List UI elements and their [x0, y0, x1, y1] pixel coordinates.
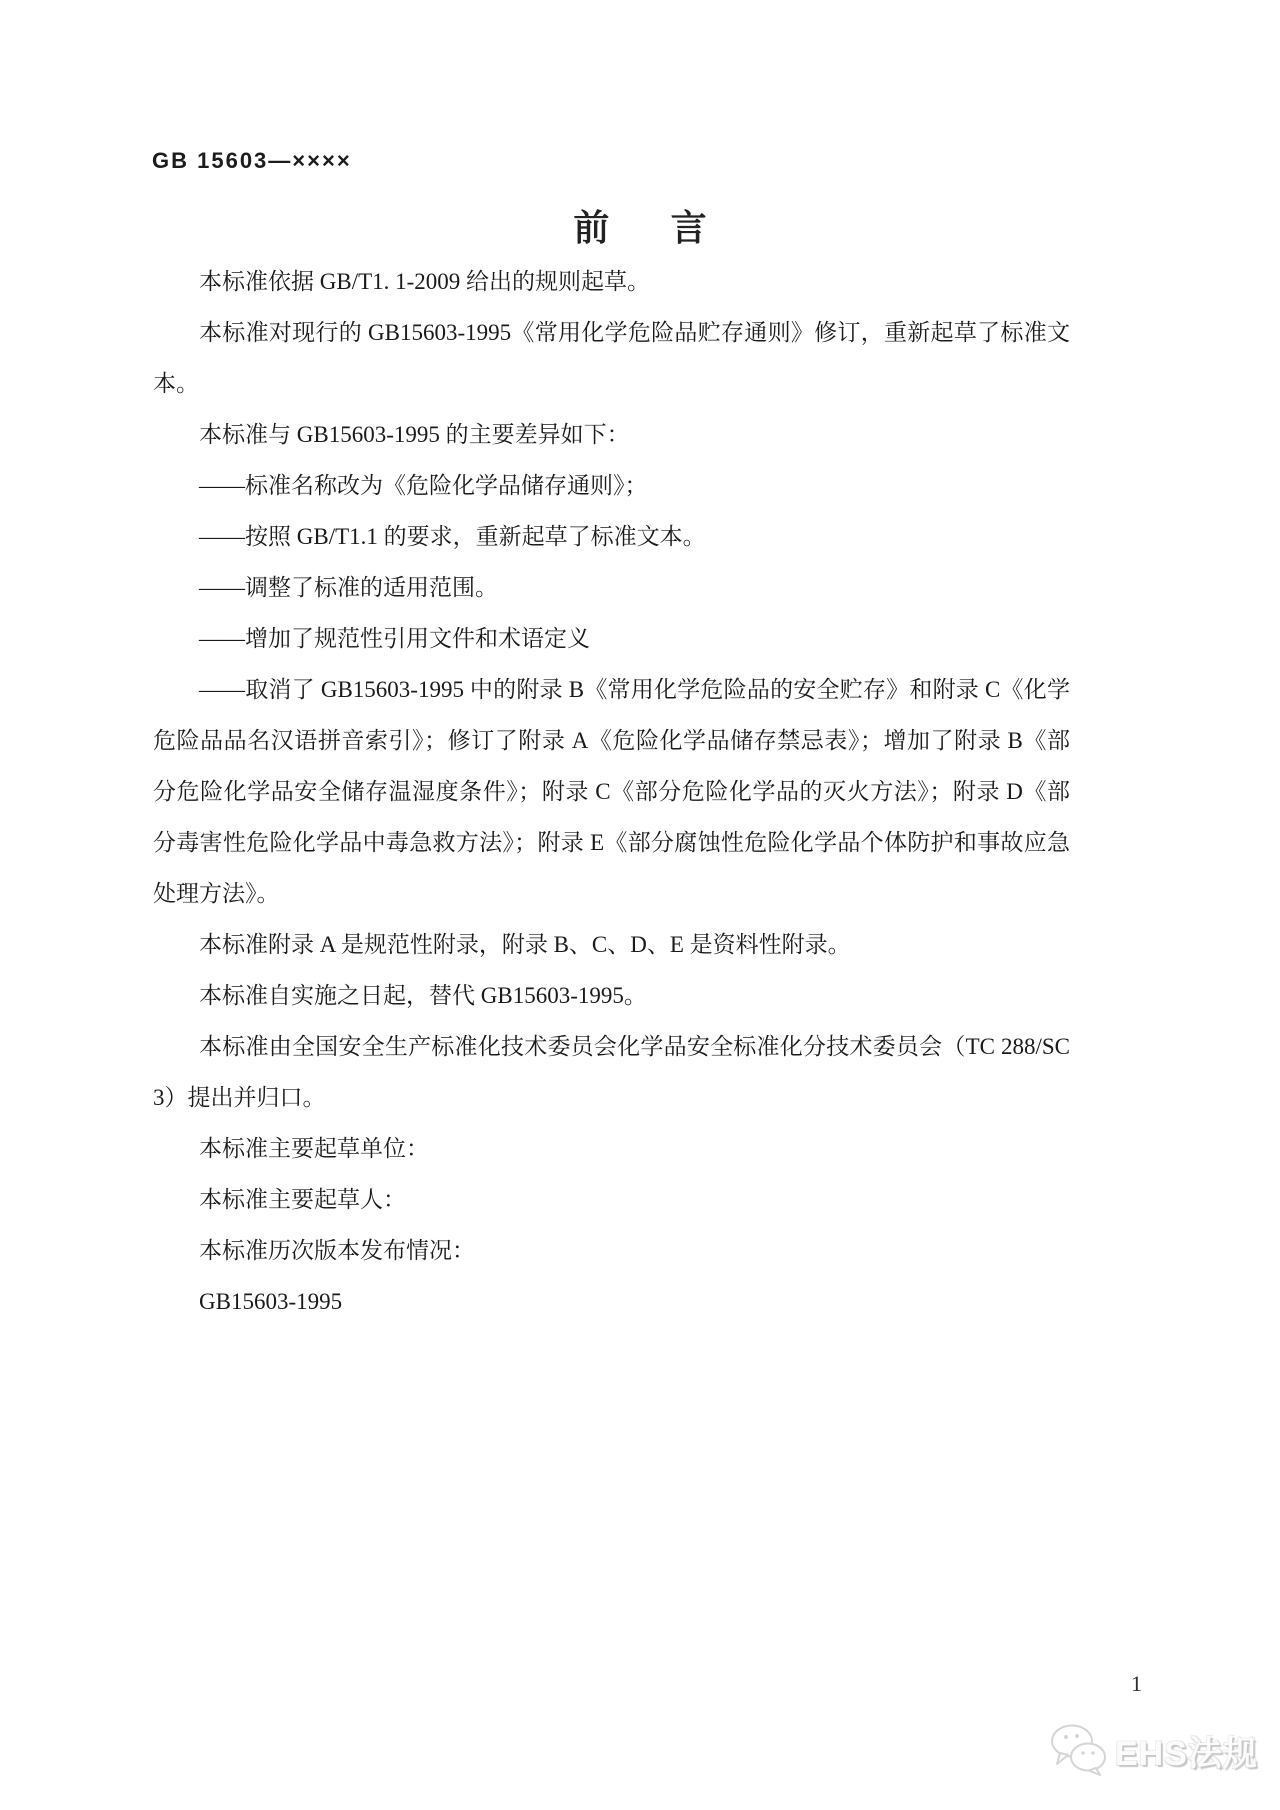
- paragraph: 本标准与 GB15603-1995 的主要差异如下：: [199, 422, 630, 447]
- paragraph: 本标准由全国安全生产标准化技术委员会化学品安全标准化分技术委员会（TC 288/SC 3）提出并归口。: [153, 1034, 1070, 1110]
- paragraph: 本标准主要起草单位：: [199, 1136, 429, 1161]
- document-body: [153, 256, 1070, 1327]
- page-title: 前 言: [573, 207, 720, 248]
- watermark: [1050, 1724, 1258, 1776]
- watermark-text: EHS法规: [1115, 1734, 1258, 1773]
- paragraph: 本标准自实施之日起，替代 GB15603-1995。: [199, 983, 647, 1008]
- page-number: 1: [1131, 1671, 1142, 1696]
- paragraph: 本标准历次版本发布情况：: [199, 1238, 475, 1263]
- paragraph: 本标准依据 GB/T1. 1-2009 给出的规则起草。: [199, 269, 651, 294]
- paragraph: 本标准主要起草人：: [199, 1187, 406, 1212]
- paragraph: ——调整了标准的适用范围。: [199, 575, 498, 600]
- standard-number: GB 15603—××××: [152, 148, 352, 173]
- paragraph: 本标准对现行的 GB15603-1995《常用化学危险品贮存通则》修订，重新起草了标准文本。: [153, 320, 1070, 396]
- wechat-bubbles-icon: [1050, 1724, 1108, 1776]
- paragraph: ——标准名称改为《危险化学品储存通则》；: [199, 473, 648, 498]
- paragraph: ——取消了 GB15603-1995 中的附录 B《常用化学危险品的安全贮存》和附录 C《化学危险品品名汉语拼音索引》；修订了附录 A《危险化学品储存禁忌表》；增加了附录 B《部分危险化学品安全储存温湿度条件》；附录 C《部分危险化学品的灭火方法》；附录 D《部分毒害性危险化学品中毒急救方法》；附录 E《部分腐蚀性危险化学品个体防护和事故应急处理方法》。: [153, 677, 1070, 906]
- paragraph: ——增加了规范性引用文件和术语定义: [199, 626, 590, 651]
- paragraph: GB15603-1995: [199, 1289, 343, 1314]
- paragraph: 本标准附录 A 是规范性附录，附录 B、C、D、E 是资料性附录。: [199, 932, 851, 957]
- paragraph: ——按照 GB/T1.1 的要求，重新起草了标准文本。: [199, 524, 706, 549]
